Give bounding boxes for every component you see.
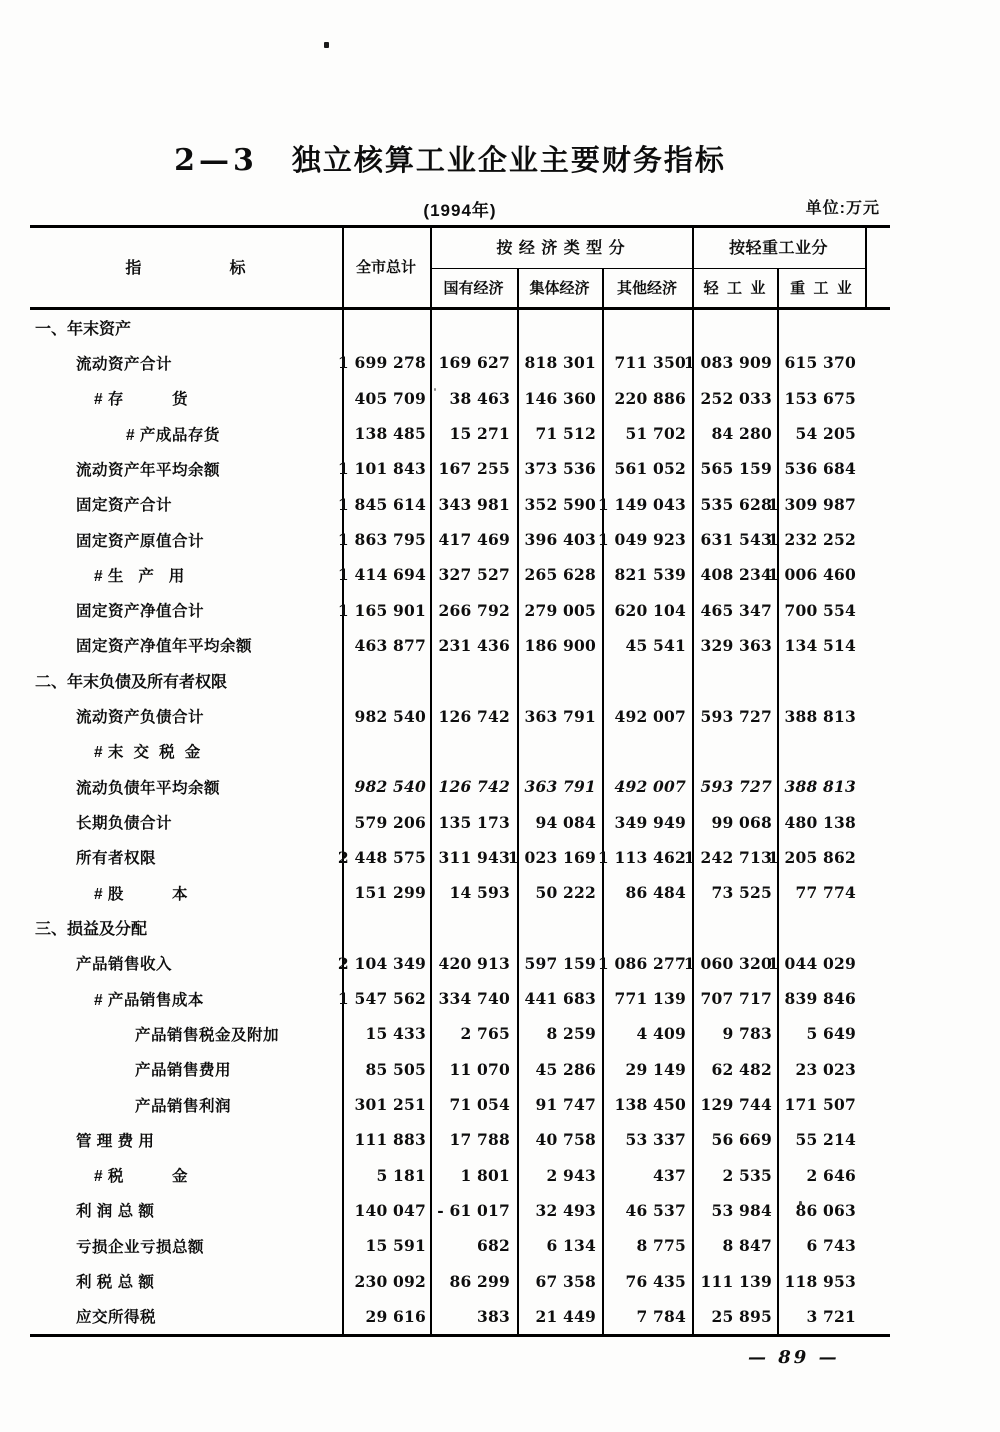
row-value: 1 165 901 — [337, 600, 426, 620]
row-value: 363 791 — [524, 777, 596, 797]
table-row — [30, 946, 890, 981]
row-value: 1 060 320 — [683, 953, 772, 973]
row-value: 818 301 — [524, 353, 596, 373]
row-value: 492 007 — [614, 777, 686, 797]
table-row — [30, 698, 890, 733]
row-value: 301 251 — [354, 1095, 426, 1115]
row-value: 134 514 — [784, 635, 856, 655]
header-other-economy: 其他经济 — [616, 280, 677, 297]
row-value: - 61 017 — [437, 1200, 510, 1220]
row-label: 产品销售费用 — [135, 1062, 232, 1080]
row-value: 1 309 987 — [767, 494, 856, 514]
row-value: 615 370 — [784, 353, 856, 373]
row-value: 492 007 — [614, 706, 686, 726]
row-value: 1 242 713 — [683, 847, 772, 867]
row-value: 220 886 — [614, 388, 686, 408]
row-value — [430, 663, 517, 698]
row-value: 84 280 — [711, 424, 772, 444]
row-value: 50 222 — [535, 883, 596, 903]
row-value — [692, 734, 777, 769]
row-value: 266 792 — [438, 600, 510, 620]
row-value: 565 159 — [700, 459, 772, 479]
row-value: 1 023 169 — [507, 847, 596, 867]
row-value: 252 033 — [700, 388, 772, 408]
row-label: # 末 交 税 金 — [94, 744, 201, 762]
row-value: 15 591 — [365, 1236, 426, 1256]
row-value: 45 286 — [535, 1059, 596, 1079]
row-value: 55 214 — [795, 1130, 856, 1150]
row-label: 管 理 费 用 — [76, 1132, 155, 1150]
row-value: 129 744 — [700, 1095, 772, 1115]
row-value: 140 047 — [354, 1200, 426, 1220]
row-label: 三、损益及分配 — [35, 921, 148, 939]
row-value: 54 205 — [795, 424, 856, 444]
row-value: 45 541 — [625, 635, 686, 655]
row-value: 171 507 — [784, 1095, 856, 1115]
row-label: 流动资产年平均余额 — [76, 461, 221, 479]
row-label: 固定资产净值合计 — [76, 603, 205, 621]
row-value: 71 512 — [535, 424, 596, 444]
header-group-by-economic-type: 按 经 济 类 型 分 — [496, 240, 626, 257]
row-label: 亏损企业亏损总额 — [76, 1238, 205, 1256]
row-value: 1 205 862 — [767, 847, 856, 867]
row-value — [430, 910, 517, 945]
row-label: 流动负债年平均余额 — [76, 779, 221, 797]
row-value: 1 101 843 — [337, 459, 426, 479]
row-value: 4 409 — [636, 1024, 686, 1044]
table-row — [30, 1228, 890, 1263]
row-value: 437 — [653, 1165, 686, 1185]
row-value: 343 981 — [438, 494, 510, 514]
header-light-industry: 轻 工 业 — [703, 280, 766, 297]
row-value: 186 900 — [524, 635, 596, 655]
row-value: 593 727 — [700, 777, 772, 797]
row-value: 91 747 — [535, 1095, 596, 1115]
row-value: 700 554 — [784, 600, 856, 620]
row-value: 1 113 462 — [597, 847, 686, 867]
row-value: 2 535 — [722, 1165, 772, 1185]
row-value: 146 360 — [524, 388, 596, 408]
table-row — [30, 1016, 890, 1051]
row-value: 2 448 575 — [337, 847, 426, 867]
row-value: 111 139 — [700, 1271, 772, 1291]
row-label: # 股 本 — [94, 885, 188, 903]
table-row — [30, 1263, 890, 1298]
row-label: # 存 货 — [94, 391, 188, 409]
row-value: 86 299 — [449, 1271, 510, 1291]
table-row — [30, 910, 890, 945]
row-value: 231 436 — [438, 635, 510, 655]
header-state-owned: 国有经济 — [443, 280, 504, 297]
row-value: 151 299 — [354, 883, 426, 903]
row-label: 利 润 总 额 — [76, 1203, 155, 1221]
row-value: 311 943 — [438, 847, 510, 867]
row-label: 固定资产合计 — [76, 497, 173, 515]
table-row — [30, 1087, 890, 1122]
row-value: 40 758 — [535, 1130, 596, 1150]
row-value: 1 044 029 — [767, 953, 856, 973]
row-value: 2 765 — [460, 1024, 510, 1044]
row-value: 14 593 — [449, 883, 510, 903]
row-value: 536 684 — [784, 459, 856, 479]
row-value — [342, 910, 430, 945]
row-value: 593 727 — [700, 706, 772, 726]
page-number: — 89 — — [748, 1347, 840, 1368]
table-row — [30, 734, 890, 769]
row-label: 产品销售税金及附加 — [135, 1026, 280, 1044]
row-value: 1 699 278 — [337, 353, 426, 373]
row-value: 1 547 562 — [337, 989, 426, 1009]
page-title — [50, 138, 850, 179]
row-value: 620 104 — [614, 600, 686, 620]
row-label: 流动资产负债合计 — [76, 709, 205, 727]
row-value — [517, 310, 602, 345]
row-value: 23 023 — [795, 1059, 856, 1079]
table-number: 2—3 — [174, 143, 258, 178]
row-value — [430, 310, 517, 345]
row-value: 373 536 — [524, 459, 596, 479]
row-value: 126 742 — [438, 706, 510, 726]
row-value: 53 984 — [711, 1200, 772, 1220]
row-value — [517, 734, 602, 769]
row-label: 一、年末资产 — [35, 321, 132, 339]
row-value: 839 846 — [784, 989, 856, 1009]
row-value: 1 086 277 — [597, 953, 686, 973]
row-value: 76 435 — [625, 1271, 686, 1291]
row-label: # 生 产 用 — [94, 567, 185, 585]
row-value: 94 084 — [535, 812, 596, 832]
row-value: 169 627 — [438, 353, 510, 373]
row-label: 产品销售利润 — [135, 1097, 232, 1115]
row-value: 21 449 — [535, 1306, 596, 1326]
row-label: 流动资产合计 — [76, 355, 173, 373]
row-value: 138 450 — [614, 1095, 686, 1115]
table-row — [30, 451, 890, 486]
table-row — [30, 1158, 890, 1193]
row-value: 327 527 — [438, 565, 510, 585]
table-row — [30, 593, 890, 628]
table-row — [30, 1122, 890, 1157]
row-value: 8 847 — [722, 1236, 772, 1256]
row-value — [777, 310, 890, 345]
row-value: 126 742 — [438, 777, 510, 797]
row-value — [602, 734, 692, 769]
row-value: 73 525 — [711, 883, 772, 903]
row-value: 67 358 — [535, 1271, 596, 1291]
row-value — [777, 663, 890, 698]
row-value: 2 646 — [806, 1165, 856, 1185]
row-value: 388 813 — [784, 777, 856, 797]
row-value: 111 883 — [354, 1130, 426, 1150]
row-label: 二、年末负债及所有者权限 — [35, 674, 228, 692]
row-value — [692, 310, 777, 345]
row-value: 1 232 252 — [767, 530, 856, 550]
row-value: 707 717 — [700, 989, 772, 1009]
row-value: 383 — [477, 1306, 510, 1326]
row-value: 821 539 — [614, 565, 686, 585]
row-value: 71 054 — [449, 1095, 510, 1115]
row-value: 465 347 — [700, 600, 772, 620]
row-value: 15 433 — [365, 1024, 426, 1044]
header-city-total: 全市总计 — [355, 258, 416, 276]
table-row — [30, 840, 890, 875]
row-value: 86 484 — [625, 883, 686, 903]
row-label: 应交所得税 — [76, 1309, 157, 1327]
row-value: 1 149 043 — [597, 494, 686, 514]
row-value: 56 669 — [711, 1130, 772, 1150]
row-value: 480 138 — [784, 812, 856, 832]
row-value: 279 005 — [524, 600, 596, 620]
row-value: 631 543 — [700, 530, 772, 550]
row-value: 363 791 — [524, 706, 596, 726]
table-row — [30, 663, 890, 698]
row-value — [777, 734, 890, 769]
table-row — [30, 628, 890, 663]
header-group-by-industry: 按轻重工业分 — [728, 240, 828, 257]
unit-note: 单位:万元 — [805, 200, 880, 217]
row-value: 1 863 795 — [337, 530, 426, 550]
row-label: 固定资产净值年平均余额 — [76, 638, 253, 656]
row-value: 85 505 — [365, 1059, 426, 1079]
row-value: 396 403 — [524, 530, 596, 550]
header-collective: 集体经济 — [529, 280, 590, 297]
row-value — [517, 910, 602, 945]
row-value: 561 052 — [614, 459, 686, 479]
table-border-bottom — [30, 1334, 890, 1337]
row-value — [342, 734, 430, 769]
row-value: 17 788 — [449, 1130, 510, 1150]
table-row — [30, 522, 890, 557]
row-value: 420 913 — [438, 953, 510, 973]
row-value — [692, 910, 777, 945]
row-value — [602, 663, 692, 698]
financial-indicators-table — [30, 225, 890, 1337]
page-title-text: 独立核算工业企业主要财务指标 — [291, 145, 726, 177]
row-value: 329 363 — [700, 635, 772, 655]
row-value: 1 845 614 — [337, 494, 426, 514]
row-label: 产品销售收入 — [76, 956, 173, 974]
row-value: 982 540 — [354, 706, 426, 726]
table-row — [30, 381, 890, 416]
row-value: 771 139 — [614, 989, 686, 1009]
row-value: 135 173 — [438, 812, 510, 832]
table-row — [30, 345, 890, 380]
row-value: 352 590 — [524, 494, 596, 514]
row-label: 固定资产原值合计 — [76, 532, 205, 550]
row-value: 6 743 — [806, 1236, 856, 1256]
table-row — [30, 1299, 890, 1334]
row-value: 9 783 — [722, 1024, 772, 1044]
row-value: 25 895 — [711, 1306, 772, 1326]
row-value: 1 414 694 — [337, 565, 426, 585]
row-value: 29 616 — [365, 1306, 426, 1326]
row-value: 153 675 — [784, 388, 856, 408]
row-value: 417 469 — [438, 530, 510, 550]
row-value: 7 784 — [636, 1306, 686, 1326]
row-value: 51 702 — [625, 424, 686, 444]
row-value: 32 493 — [535, 1200, 596, 1220]
row-value: 1 049 923 — [597, 530, 686, 550]
row-value: 579 206 — [354, 812, 426, 832]
row-value: 11 070 — [449, 1059, 510, 1079]
row-value: 29 149 — [625, 1059, 686, 1079]
row-value: 99 068 — [711, 812, 772, 832]
row-value — [777, 910, 890, 945]
row-value: 597 159 — [524, 953, 596, 973]
table-row — [30, 557, 890, 592]
table-row — [30, 1193, 890, 1228]
row-value: 265 628 — [524, 565, 596, 585]
table-row — [30, 875, 890, 910]
row-value: 8 775 — [636, 1236, 686, 1256]
header-indicator: 指 标 — [125, 259, 247, 277]
table-row — [30, 981, 890, 1016]
row-value: 5 181 — [376, 1165, 426, 1185]
row-value — [517, 663, 602, 698]
row-value — [602, 910, 692, 945]
row-label: 利 税 总 额 — [76, 1274, 155, 1292]
row-value: 138 485 — [354, 424, 426, 444]
row-value: 118 953 — [784, 1271, 856, 1291]
scan-speck — [324, 42, 329, 48]
table-row — [30, 769, 890, 804]
year-subtitle: (1994年) — [423, 201, 497, 220]
row-value: 1 006 460 — [767, 565, 856, 585]
row-value: 334 740 — [438, 989, 510, 1009]
row-value — [430, 734, 517, 769]
row-value: 2 943 — [546, 1165, 596, 1185]
row-value: 1 083 909 — [683, 353, 772, 373]
row-value: 230 092 — [354, 1271, 426, 1291]
row-label: # 产成品存货 — [126, 426, 220, 444]
row-value: 982 540 — [354, 777, 426, 797]
table-body — [30, 310, 890, 1334]
row-label: # 税 金 — [94, 1168, 188, 1186]
row-value: 682 — [477, 1236, 510, 1256]
table-row — [30, 487, 890, 522]
row-value: 463 877 — [354, 635, 426, 655]
table-row — [30, 804, 890, 839]
row-value: 46 537 — [625, 1200, 686, 1220]
row-value: 86 063 — [795, 1200, 856, 1220]
row-value: 15 271 — [449, 424, 510, 444]
row-value: 349 949 — [614, 812, 686, 832]
header-heavy-industry: 重 工 业 — [790, 280, 852, 297]
row-value: 77 774 — [795, 883, 856, 903]
row-label: 所有者权限 — [76, 850, 157, 868]
table-row — [30, 416, 890, 451]
row-value — [692, 663, 777, 698]
row-value: 2 104 349 — [337, 953, 426, 973]
row-value: 711 350 — [614, 353, 686, 373]
row-value: 408 234 — [700, 565, 772, 585]
row-value: 535 628 — [700, 494, 772, 514]
row-value — [342, 663, 430, 698]
row-value: 405 709 — [354, 388, 426, 408]
row-value — [342, 310, 430, 345]
row-label: # 产品销售成本 — [94, 991, 204, 1009]
row-value: 441 683 — [524, 989, 596, 1009]
column-divider — [865, 225, 867, 307]
row-value: 62 482 — [711, 1059, 772, 1079]
row-value: 53 337 — [625, 1130, 686, 1150]
row-value: 5 649 — [806, 1024, 856, 1044]
row-value: 1 801 — [460, 1165, 510, 1185]
row-value: 6 134 — [546, 1236, 596, 1256]
row-label: 长期负债合计 — [76, 815, 173, 833]
row-value — [602, 310, 692, 345]
row-value: 167 255 — [438, 459, 510, 479]
table-row — [30, 310, 890, 345]
row-value: 3 721 — [806, 1306, 856, 1326]
row-value: 38 463 — [449, 388, 510, 408]
table-row — [30, 1052, 890, 1087]
row-value: 8 259 — [546, 1024, 596, 1044]
row-value: 388 813 — [784, 706, 856, 726]
